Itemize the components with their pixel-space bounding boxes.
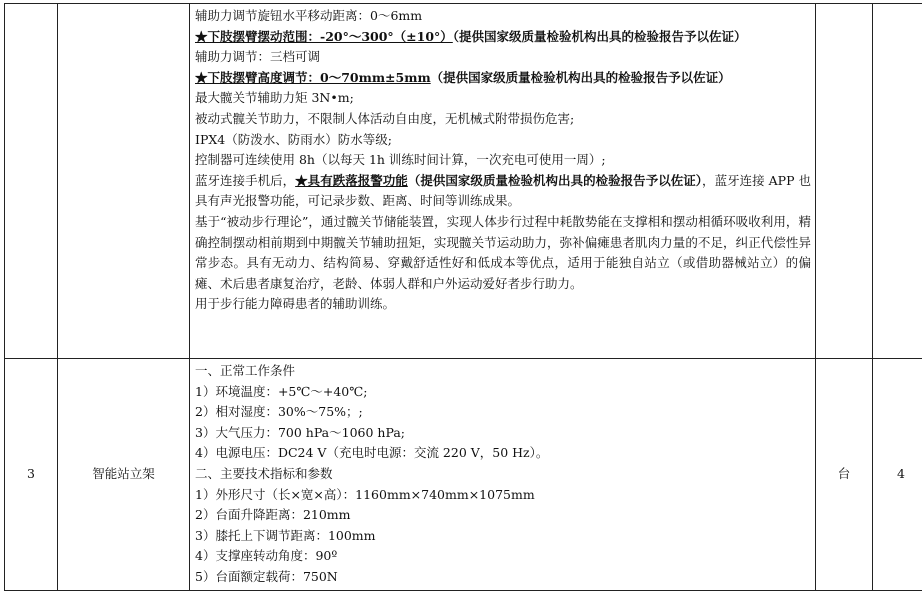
spec-line: 2）台面升降距离：210mm: [195, 507, 351, 523]
table-row: [5, 359, 922, 591]
height-line: [195, 68, 811, 89]
table-row: [5, 4, 922, 359]
theory-paragraph: 基于“被动步行理论”，通过髋关节储能装置，实现人体步行过程中耗散势能在支撑相和摆动相循环吸收利用，精确控制摆动相前期到中期髋关节辅助扭矩，实现髋关节运动助力，弥补偏瘫患者肌肉力量的不足，纠正代偿性异常步态。具有无动力、结构简易、穿戴舒适性好和低成本等优点，适用于能独自站立（或借助器械站立）的偏瘫、术后患者康复治疗，老龄、体弱人群和户外运动爱好者步行助力。: [195, 213, 811, 291]
spec-line: 1）外形尺寸（长×宽×高）：1160mm×740mm×1075mm: [195, 486, 535, 502]
spec-line: 4）支撑座转动角度：90º: [195, 548, 338, 564]
spec-table: [4, 3, 922, 591]
spec-line: 3）膝托上下调节距离：100mm: [195, 527, 376, 543]
spec-line: 用于步行能力障碍患者的辅助训练。: [195, 296, 396, 312]
item-unit: 台: [816, 359, 873, 591]
item-index: 3: [5, 359, 58, 591]
swing-range-line: [195, 27, 811, 48]
fall-alarm-highlight: ★具有跌落报警功能: [295, 172, 408, 188]
spec-line: 被动式髋关节助力，不限制人体活动自由度，无机械式附带损伤危害;: [195, 110, 575, 126]
cell-unit-empty: [816, 4, 873, 359]
bluetooth-pre: 蓝牙连接手机后，: [195, 172, 296, 188]
swing-range-highlight: ★下肢摆臂摆动范围：-20°～300°（±10°）: [195, 28, 453, 44]
bluetooth-post: ，蓝牙连接 APP 也具有声光报警功能，可记录步数、距离、时间等训练成果。: [195, 172, 811, 209]
height-note: （提供国家级质量检验机构出具的检验报告予以佐证）: [430, 69, 731, 85]
spec-line: 控制器可连续使用 8h（以每天 1h 训练时间计算，一次充电可使用一周）;: [195, 152, 606, 168]
spec-line: 2）相对湿度：30%～75%；;: [195, 404, 363, 420]
item-quantity: 4: [873, 359, 922, 591]
spec-line: 一、正常工作条件: [195, 363, 296, 378]
cell-name-empty: [58, 4, 190, 359]
spec-line: 4）电源电压：DC24 V（充电时电源：交流 220 V，50 Hz）。: [195, 445, 549, 461]
spec-line: 二、主要技术指标和参数: [195, 465, 333, 481]
spec-line: 3）大气压力：700 hPa～1060 hPa;: [195, 424, 405, 440]
spec-line: IPX4（防泼水、防雨水）防水等级;: [195, 131, 392, 147]
bluetooth-line: [195, 171, 811, 212]
spec-line: 辅助力调节旋钮水平移动距离：0～6mm: [195, 8, 423, 23]
swing-range-note: （提供国家级质量检验机构出具的检验报告予以佐证）: [452, 28, 747, 44]
spec-line: 辅助力调节：三档可调: [195, 49, 321, 65]
spec-line: 1）环境温度：+5℃～+40℃;: [195, 383, 368, 399]
item-spec: [190, 359, 816, 591]
cell-spec: [190, 4, 816, 359]
item-name: 智能站立架: [58, 359, 190, 591]
fall-alarm-note: （提供国家级质量检验机构出具的检验报告予以佐证）: [407, 172, 703, 188]
cell-qty-empty: [873, 4, 922, 359]
height-highlight: ★下肢摆臂高度调节：0～70mm±5mm: [195, 69, 431, 85]
spec-line: 5）台面额定载荷：750N: [195, 568, 338, 584]
spec-line: 最大髋关节辅助力矩 3N•m;: [195, 90, 354, 106]
cell-index-empty: [5, 4, 58, 359]
